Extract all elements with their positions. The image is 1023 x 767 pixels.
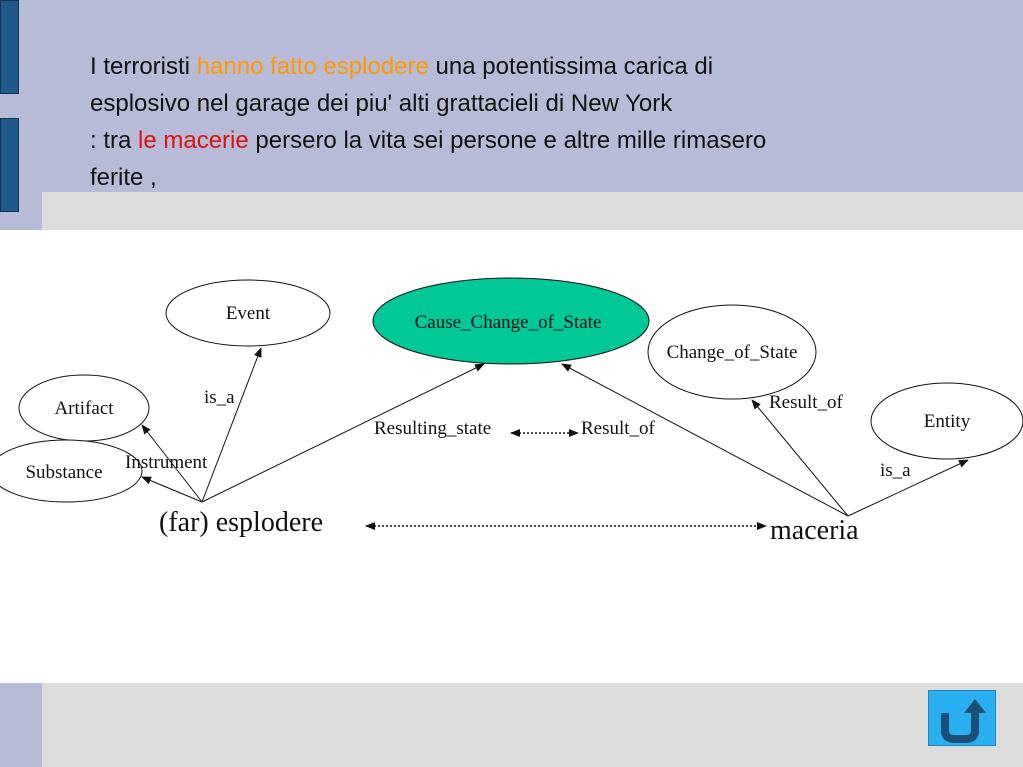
back-button[interactable]: [928, 690, 996, 746]
side-tab-top: [0, 0, 19, 94]
text-run: : tra: [90, 127, 139, 154]
sentence-line-3: [90, 122, 990, 159]
edge-label-resulting-state: Resulting_state: [374, 418, 492, 439]
side-tab-bottom: [0, 118, 19, 212]
footer-left-strip: [0, 683, 42, 767]
node-cause-change-label: Cause_Change_of_State: [414, 312, 602, 333]
node-change-of-state-label: Change_of_State: [666, 342, 798, 363]
edge-label-is-a-right: is_a: [880, 460, 911, 481]
word-maceria: maceria: [770, 515, 859, 546]
u-turn-back-icon: [929, 691, 995, 745]
word-esplodere: (far) esplodere: [159, 507, 324, 538]
sentence-line-4: ferite ,: [90, 164, 157, 191]
edge-label-instrument: Instrument: [125, 452, 208, 473]
header-divider: [42, 192, 1023, 230]
node-entity-label: Entity: [923, 411, 971, 432]
edge-label-result-of-right: Result_of: [769, 392, 843, 413]
node-artifact-label: Artifact: [54, 398, 114, 419]
node-event-label: Event: [225, 303, 271, 324]
text-run: persero la vita sei persone e altre mille rimasero: [248, 127, 767, 154]
text-run: una potentissima carica di: [428, 53, 714, 80]
edge-to-event: [202, 348, 261, 502]
text-run: I terroristi: [90, 53, 197, 80]
slide-sentence: [90, 48, 990, 196]
edge-label-result-of-mid: Result_of: [581, 418, 655, 439]
highlight-noun: le macerie: [138, 127, 249, 154]
footer-band: [0, 683, 1023, 767]
framenet-diagram: [0, 230, 1023, 683]
highlight-verb: hanno fatto esplodere: [196, 53, 429, 80]
edge-to-substance: [142, 477, 202, 502]
sentence-line-2: esplosivo nel garage dei piu' alti grattacieli di New York: [90, 90, 673, 117]
edge-maceria-to-change: [752, 400, 848, 516]
edge-label-is-a-left: is_a: [204, 387, 235, 408]
sentence-line-1: [90, 48, 990, 85]
node-substance-label: Substance: [25, 462, 103, 483]
